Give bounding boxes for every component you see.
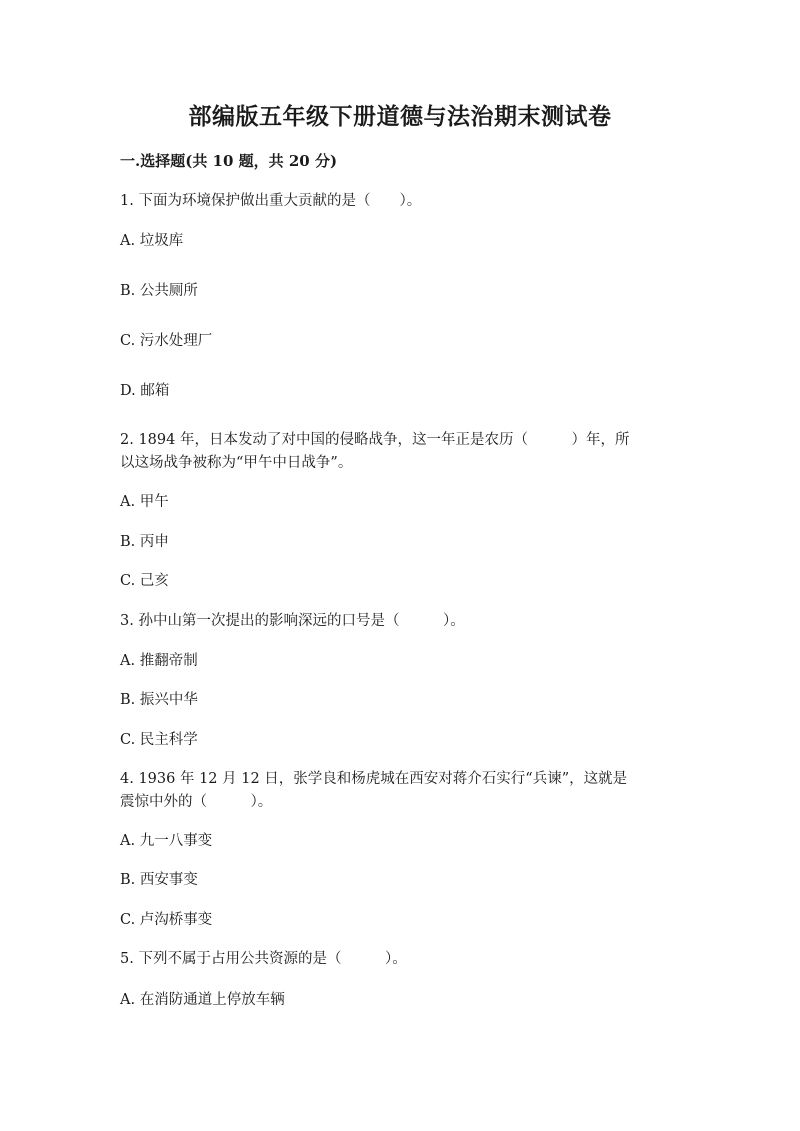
- question-1-option-a: A. 垃圾库: [120, 233, 184, 249]
- question-2-option-b: B. 丙申: [120, 534, 169, 550]
- question-3-text: 3. 孙中山第一次提出的影响深远的口号是（ ）。: [120, 613, 465, 629]
- question-2-text-line2: 以这场战争被称为“甲午中日战争”。: [120, 455, 353, 471]
- question-5-option-a: A. 在消防通道上停放车辆: [120, 992, 285, 1008]
- question-3-option-a: A. 推翻帝制: [120, 653, 198, 669]
- question-3-option-b: B. 振兴中华: [120, 692, 198, 708]
- question-2-option-c: C. 己亥: [120, 573, 169, 589]
- question-4-option-a: A. 九一八事变: [120, 833, 213, 849]
- page-title: 部编版五年级下册道德与法治期末测试卷: [188, 103, 612, 130]
- question-1-text: 1. 下面为环境保护做出重大贡献的是（ ）。: [120, 193, 422, 209]
- question-4-text-line2: 震惊中外的（ ）。: [120, 794, 273, 810]
- question-4-option-b: B. 西安事变: [120, 872, 198, 888]
- question-1-option-c: C. 污水处理厂: [120, 333, 213, 349]
- question-4-text-line1: 4. 1936 年 12 月 12 日，张学良和杨虎城在西安对蒋介石实行“兵谏”，这就是: [120, 771, 628, 787]
- section-heading: 一.选择题(共 10 题，共 20 分): [120, 152, 338, 170]
- question-1-option-d: D. 邮箱: [120, 383, 170, 399]
- question-2-option-a: A. 甲午: [120, 494, 169, 510]
- question-5-text: 5. 下列不属于占用公共资源的是（ ）。: [120, 951, 407, 967]
- question-4-option-c: C. 卢沟桥事变: [120, 912, 213, 928]
- question-1-option-b: B. 公共厕所: [120, 283, 198, 299]
- question-2-text-line1: 2. 1894 年，日本发动了对中国的侵略战争，这一年正是农历（ ）年，所: [120, 432, 630, 448]
- question-3-option-c: C. 民主科学: [120, 732, 198, 748]
